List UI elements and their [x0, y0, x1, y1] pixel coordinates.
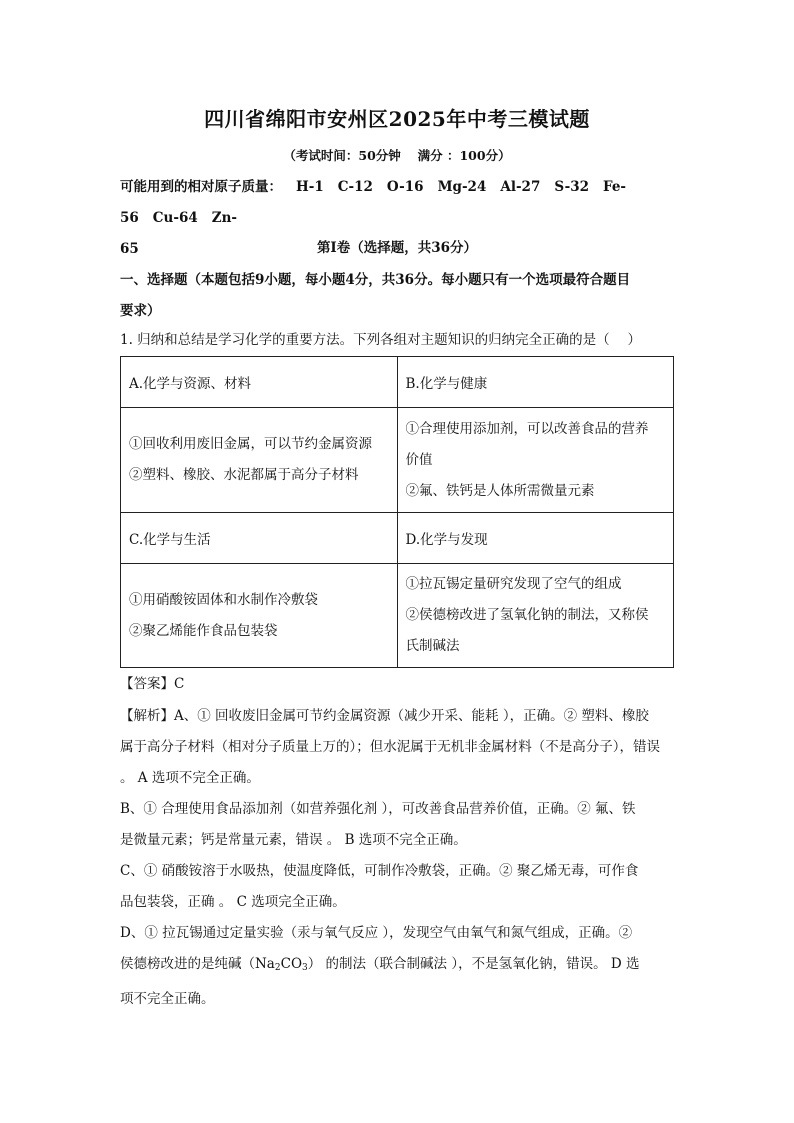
analysis-block	[120, 701, 676, 1015]
analysis-text: 品包装袋，正确 。 C 选项完全正确。	[120, 894, 346, 910]
analysis-text: C、① 硝酸铵溶于水吸热，使温度降低，可制作冷敷袋，正确。② 聚乙烯无毒，可作食	[120, 863, 639, 879]
formula-subscript: 3	[302, 963, 308, 973]
analysis-text: A、① 回收废旧金属可节约金属资源（减少开采、能耗 ），正确。② 塑料、橡胶	[174, 708, 649, 724]
option-b-point-2: ②氟、铁钙是人体所需微量元素	[405, 482, 595, 499]
atomic-mass-item: Cu-64	[152, 210, 198, 226]
question-1: 1. 归纳和总结是学习化学的重要方法。下列各组对主题知识的归纳完全正确的是（ ）	[120, 332, 641, 348]
atomic-mass-item: Fe-56	[120, 179, 627, 226]
analysis-text: CO	[280, 956, 303, 972]
analysis-text: 。 A 选项不完全正确。	[120, 770, 260, 786]
analysis-text-formula-line	[120, 949, 676, 984]
option-d-content	[397, 564, 674, 668]
option-a-heading	[121, 357, 398, 408]
section-heading-line: 要求）	[120, 303, 161, 319]
option-b-point-1-cont: 价值	[405, 451, 433, 468]
analysis-label: 【解析】	[120, 708, 174, 724]
analysis-text: 侯德榜改进的是纯碱（Na	[120, 956, 275, 972]
option-b-point-1: ①合理使用添加剂，可以改善食品的营养	[405, 420, 649, 437]
atomic-mass-item: H-1	[296, 179, 324, 195]
option-d-point-2-cont: 氏制碱法	[405, 638, 460, 654]
option-a-point-1: ①回收利用废旧金属，可以节约金属资源	[129, 436, 372, 452]
analysis-text: B、① 合理使用食品添加剂（如营养强化剂 ），可改善食品营养价值，正确。② 氟、铁	[120, 801, 636, 817]
exam-title: 四川省绵阳市安州区2025年中考三模试题	[204, 107, 590, 131]
option-c-content	[121, 564, 398, 668]
atomic-mass-item: S-32	[554, 179, 589, 195]
option-b-content	[397, 408, 674, 513]
atomic-mass-item: Zn-	[211, 210, 238, 226]
option-c-heading-text: C.化学与生活	[129, 532, 211, 548]
section-heading	[120, 265, 680, 327]
analysis-text: 属于高分子材料（相对分子质量上万的）；但水泥属于无机非金属材料（不是高分子），错误	[120, 739, 660, 755]
volume-title: 第I卷（选择题，共36分）	[316, 240, 478, 256]
option-a-content	[121, 408, 398, 513]
atomic-mass-item: Mg-24	[437, 179, 487, 195]
option-b-heading	[397, 357, 674, 408]
option-a-heading-text: A.化学与资源、材料	[129, 376, 252, 392]
atomic-mass-item: C-12	[337, 179, 373, 195]
option-c-heading	[121, 513, 398, 564]
option-c-point-2: ②聚乙烯能作食品包装袋	[129, 622, 278, 639]
option-d-heading	[397, 513, 674, 564]
atomic-mass-label: 可能用到的相对原子质量：	[120, 179, 282, 195]
option-a-point-2: ②塑料、橡胶、水泥都属于高分子材料	[129, 467, 359, 483]
option-b-heading-text: B.化学与健康	[405, 376, 488, 392]
option-d-heading-text: D.化学与发现	[405, 532, 488, 548]
answer-label: 【答案】	[120, 676, 174, 692]
option-c-point-1: ①用硝酸铵固体和水制作冷敷袋	[129, 591, 318, 608]
exam-subtitle: （考试时间：50分钟 满分 ：100分）	[283, 148, 511, 163]
answer-value: C	[174, 676, 185, 692]
answer-line	[120, 670, 184, 698]
analysis-text: 项不完全正确。	[120, 991, 215, 1007]
atomic-mass-continuation: 65	[120, 241, 139, 257]
options-table	[120, 356, 674, 668]
atomic-mass-item: Al-27	[500, 179, 541, 195]
formula-subscript: 2	[274, 963, 281, 973]
option-d-point-1: ①拉瓦锡定量研究发现了空气的组成	[405, 576, 622, 592]
option-d-point-2: ②侯德榜改进了氢氧化钠的制法，又称侯	[405, 607, 649, 623]
analysis-text: 是微量元素；钙是常量元素，错误 。 B 选项不完全正确。	[120, 832, 467, 848]
analysis-text: ） 的制法（联合制碱法 ），不是氢氧化钠，错误。 D 选	[307, 956, 640, 972]
section-heading-line: 一、选择题（本题包括9小题，每小题4分，共36分。每小题只有一个选项最符合题目	[120, 272, 631, 288]
analysis-text: D、① 拉瓦锡通过定量实验（汞与氧气反应 ），发现空气由氧气和氮气组成，正确。②	[120, 925, 633, 941]
atomic-mass-item: O-16	[386, 179, 424, 195]
